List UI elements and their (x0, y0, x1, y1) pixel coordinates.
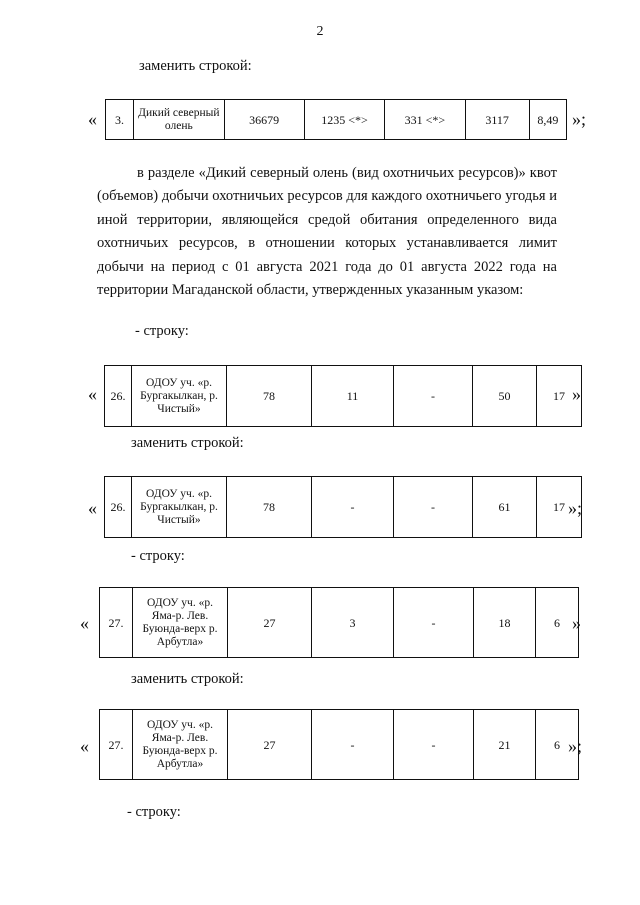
cell-value: - (312, 710, 394, 780)
cell-value: 18 (474, 588, 536, 658)
cell-number: 26. (105, 477, 132, 538)
replacement-table-1 (105, 99, 567, 140)
cell-value: 8,49 (529, 100, 566, 140)
cell-value: 331 <*> (385, 100, 465, 140)
quote-close-3: »; (568, 498, 583, 518)
replace-label-3: заменить строкой: (131, 671, 244, 687)
row-label-2: - строку: (131, 548, 185, 564)
replace-label-2: заменить строкой: (131, 435, 244, 451)
quote-open-4: « (80, 613, 89, 633)
cell-value: 3117 (465, 100, 529, 140)
original-table-2 (99, 587, 579, 658)
cell-value: 17 (537, 366, 582, 427)
quote-open-5: « (80, 736, 89, 756)
cell-number: 3. (106, 100, 134, 140)
cell-value: - (312, 477, 394, 538)
table-row (105, 477, 582, 538)
replacement-table-3 (99, 709, 579, 780)
cell-value: 6 (536, 710, 579, 780)
cell-value: 6 (536, 588, 579, 658)
table-row (100, 710, 579, 780)
row-label-3: - строку: (127, 804, 181, 820)
quote-close-2: » (572, 384, 581, 404)
quote-close-1: »; (572, 109, 587, 129)
replacement-table-2 (104, 476, 582, 538)
cell-value: 27 (228, 710, 312, 780)
cell-value: 78 (227, 366, 312, 427)
cell-value: - (394, 366, 473, 427)
cell-number: 27. (100, 710, 133, 780)
cell-value: 78 (227, 477, 312, 538)
original-table-1 (104, 365, 582, 427)
cell-value: 61 (473, 477, 537, 538)
page-number: 2 (316, 24, 324, 39)
table-row (105, 366, 582, 427)
quote-open-3: « (88, 498, 97, 518)
cell-value: 11 (312, 366, 394, 427)
quote-close-5: »; (568, 736, 583, 756)
cell-value: 36679 (224, 100, 304, 140)
cell-value: 27 (228, 588, 312, 658)
cell-name: ОДОУ уч. «р. Яма-р. Лев. Буюнда-верх р. Арбутла» (133, 710, 228, 780)
cell-value: 17 (537, 477, 582, 538)
cell-number: 27. (100, 588, 133, 658)
cell-name: ОДОУ уч. «р. Бургакылкан, р. Чистый» (132, 477, 227, 538)
cell-value: 3 (312, 588, 394, 658)
row-label-1: - строку: (135, 323, 189, 339)
cell-value: - (394, 477, 473, 538)
cell-name: ОДОУ уч. «р. Бургакылкан, р. Чистый» (132, 366, 227, 427)
cell-name: ОДОУ уч. «р. Яма-р. Лев. Буюнда-верх р. Арбутла» (133, 588, 228, 658)
paragraph-text: в разделе «Дикий северный олень (вид охотничьих ресурсов)» квот (объемов) добычи охотничьих ресурсов для каждого охотничьего угодья и иной территории, являющейся средой обитания определенного вида охотничьих ресурсов, в отношении которых устанавливается лимит добычи на период с 01 августа 2021 года до 01 августа 2022 года на территории Магаданской области, утвержденных указанным указом: (97, 165, 557, 299)
cell-value: 50 (473, 366, 537, 427)
table-row (100, 588, 579, 658)
table-row (106, 100, 567, 140)
cell-value: - (394, 710, 474, 780)
cell-name: Дикий северный олень (134, 100, 224, 140)
cell-value: - (394, 588, 474, 658)
cell-number: 26. (105, 366, 132, 427)
cell-value: 21 (474, 710, 536, 780)
quote-open-1: « (88, 109, 97, 129)
main-paragraph (97, 162, 557, 302)
replace-label-1: заменить строкой: (139, 58, 252, 74)
quote-open-2: « (88, 384, 97, 404)
quote-close-4: » (572, 613, 581, 633)
cell-value: 1235 <*> (304, 100, 384, 140)
